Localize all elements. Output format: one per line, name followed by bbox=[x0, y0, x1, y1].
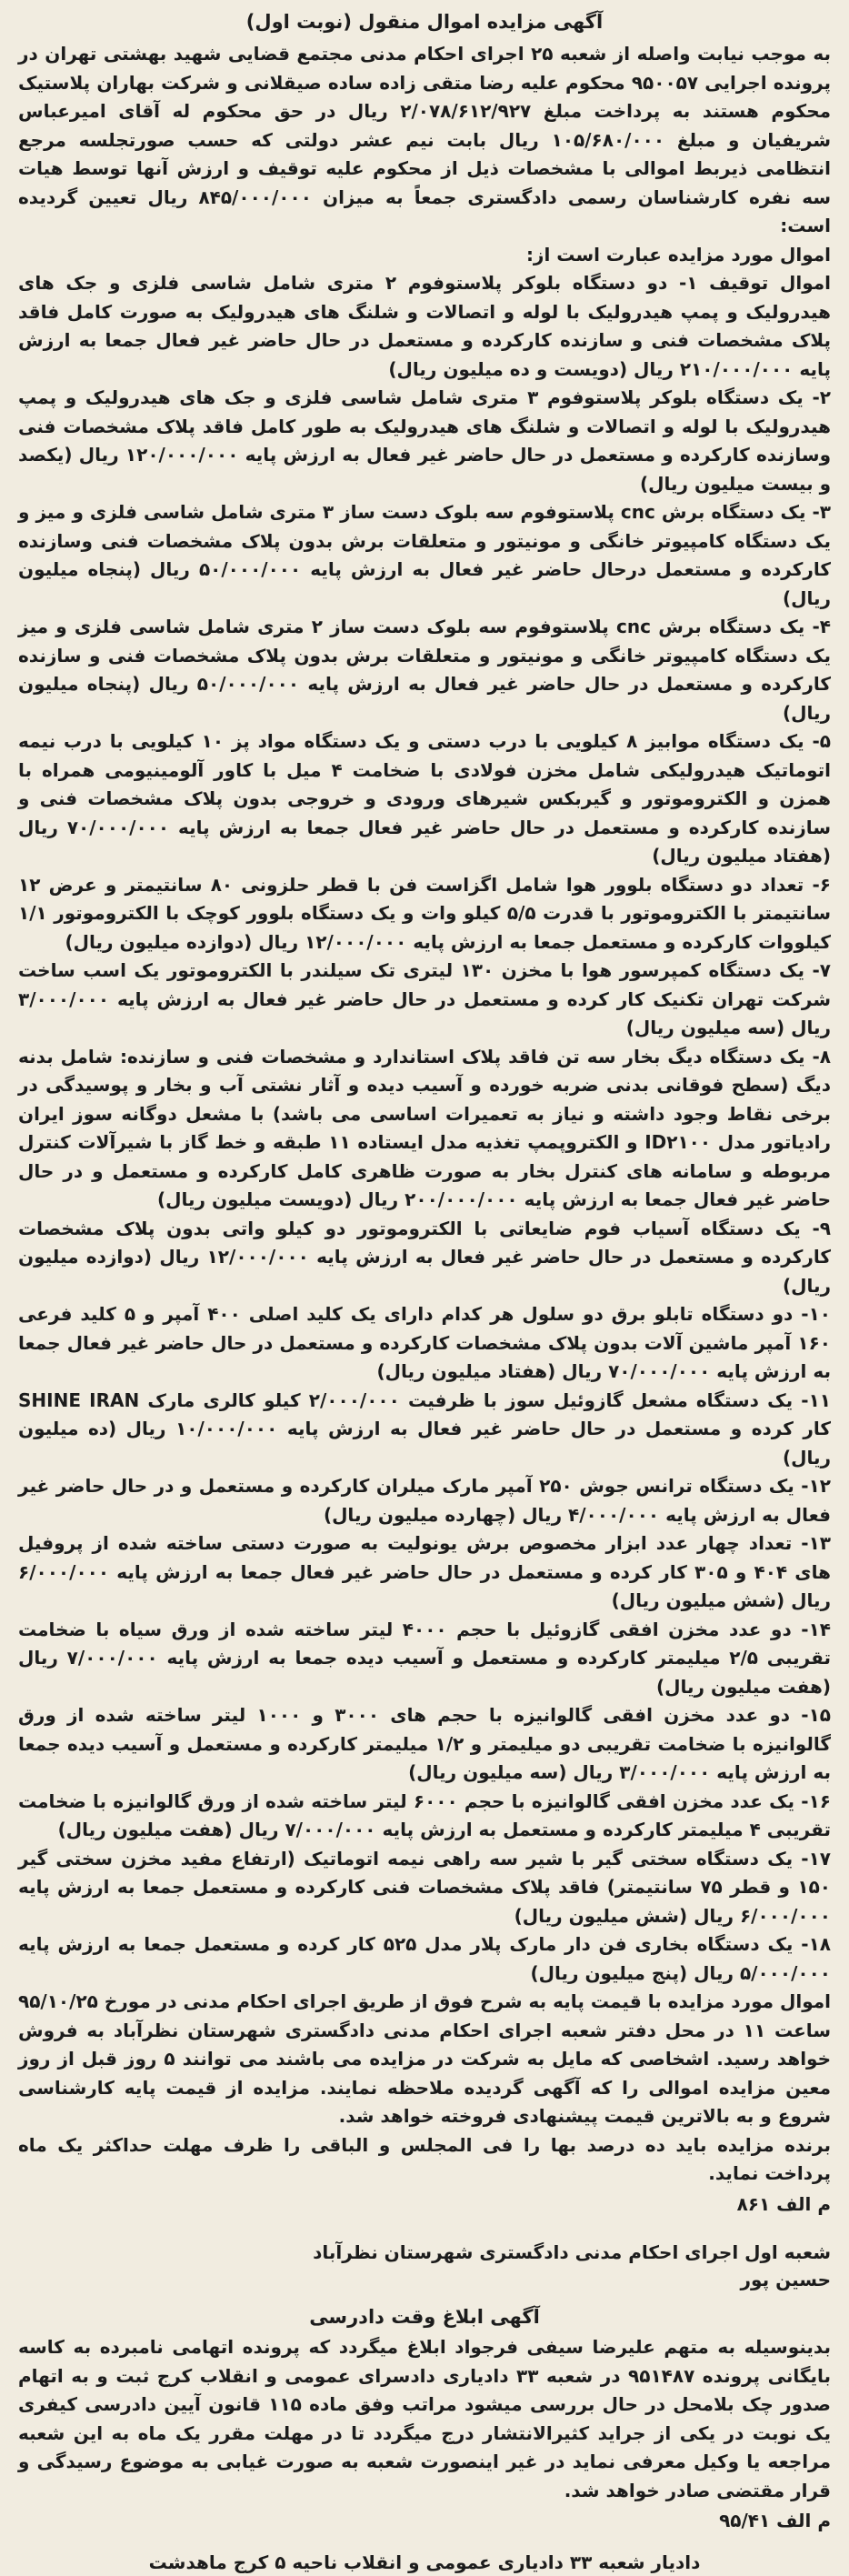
auction-item: ۱۴- دو عدد مخزن افقی گازوئیل با حجم ۴۰۰۰ لیتر ساخته شده از ورق سیاه با ضخامت تقریبی ۲/۵ میلیمتر کارکرده و مستعمل و آسیب دیده جمعا به ارزش پایه ۷/۰۰۰/۰۰۰ ریال (هفت میلیون ریال) bbox=[18, 1618, 831, 1698]
auction-items-heading: اموال مورد مزایده عبارت است از: bbox=[525, 243, 831, 266]
auction-item: ۱۳- تعداد چهار عدد ابزار مخصوص برش یونولیت به صورت دستی ساخته شده از پروفیل های ۴۰۴ و ۳۰۵ کار کرده و مستعمل در حال حاضر غیر فعال جمعا به ارزش پایه ۶/۰۰۰/۰۰۰ ریال (شش میلیون ریال) bbox=[18, 1532, 832, 1611]
auction-item: ۱۲- یک دستگاه ترانس جوش ۲۵۰ آمپر مارک میلران کارکرده و مستعمل و در حال حاضر غیر فعال به ارزش پایه ۴/۰۰۰/۰۰۰ ریال (چهارده میلیون ریال) bbox=[18, 1475, 831, 1526]
auction-item: ۱۱- یک دستگاه مشعل گازوئیل سوز با ظرفیت ۲/۰۰۰/۰۰۰ کیلو کالری مارک SHINE IRAN کار کرده و مستعمل در حال حاضر غیر فعال به ارزش پایه ۱۰/۰۰۰/۰۰۰ ریال (ده میلیون ریال) bbox=[18, 1388, 831, 1468]
auction-item: ۵- یک دستگاه موابیز ۸ کیلویی با درب دستی و یک دستگاه مواد پز ۱۰ کیلویی با درب نیمه اتوماتیک هیدرولیکی شامل مخزن فولادی با ضخامت ۴ میل با کاور آلومینیومی همراه با همزن و الکتروموتور و گیربکس شیرهای ورودی و خروجی بدون پلاک مشخصات فنی و سازنده کارکرده و مستعمل در حال حاضر غیر فعال جمعا به ارزش پایه ۷۰/۰۰۰/۰۰۰ ریال (هفتاد میلیون ریال) bbox=[18, 730, 832, 867]
auction-item: اموال توقیف ۱- دو دستگاه بلوکر پلاستوفوم ۲ متری شامل شاسی فلزی و جک های هیدرولیک و پمپ هیدرولیک با لوله و اتصالات و شلنگ های هیدرولیک به صورت کامل فاقد پلاک مشخصات فنی و سازنده کارکرده و مستعمل در حال حاضر غیر فعال جمعا به ارزش پایه ۲۱۰/۰۰۰/۰۰۰ ریال (دویست و ده میلیون ریال) bbox=[18, 272, 831, 380]
auction-reference: م الف ۸۶۱ bbox=[736, 2192, 831, 2215]
auction-items-list bbox=[18, 269, 831, 1988]
auction-item: ۱۷- یک دستگاه سختی گیر با شیر سه راهی نیمه اتوماتیک (ارتفاع مفید مخزن سختی گیر ۱۵۰ و قطر ۷۵ سانتیمتر) فاقد پلاک مشخصات فنی کارکرده و مستعمل جمعا به ارزش پایه ۶/۰۰۰/۰۰۰ ریال (شش میلیون ریال) bbox=[18, 1847, 831, 1927]
auction-item: ۳- یک دستگاه برش cnc پلاستوفوم سه بلوک دست ساز ۳ متری شامل شاسی فلزی و میز و یک دستگاه کامپیوتر خانگی و مونیتور و متعلقات برش بدون پلاک مشخصات فنی وسازنده کارکرده و مستعمل درحال حاضر غیر فعال به ارزش پایه ۵۰/۰۰۰/۰۰۰ ریال (پنجاه میلیون ریال) bbox=[18, 501, 832, 609]
auction-closing: اموال مورد مزایده با قیمت پایه به شرح فوق از طریق اجرای احکام مدنی در مورخ ۹۵/۱۰/۲۵ ساعت ۱۱ در محل دفتر شعبه اجرای احکام مدنی دادگستری شهرستان نظرآباد به فروش خواهد رسید. اشخاصی که مایل به شرکت در مزایده می باشند می توانند ۵ روز قبل از روز معین مزایده اموالی را که آگهی گردیده ملاحظه نمایند. مزایده از قیمت پایه کارشناسی شروع و به بالاترین قیمت پیشنهادی فروخته خواهد شد. bbox=[18, 1990, 832, 2127]
auction-signer-office: شعبه اول اجرای احکام مدنی دادگستری شهرستان نظرآباد bbox=[313, 2241, 831, 2263]
auction-item: ۲- یک دستگاه بلوکر پلاستوفوم ۳ متری شامل شاسی فلزی و جک های هیدرولیک و پمپ هیدرولیک با لوله و اتصالات و شلنگ های هیدرولیک به طور کامل فاقد پلاک مشخصات فنی وسازنده کارکرده و مستعمل در حال حاضر غیر فعال به ارزش پایه ۱۲۰/۰۰۰/۰۰۰ ریال (یکصد و بیست میلیون ریال) bbox=[18, 386, 832, 495]
auction-payment-terms: برنده مزایده باید ده درصد بها را فی المجلس و الباقی را ظرف مهلت حداکثر یک ماه پرداخت نماید. bbox=[18, 2133, 831, 2184]
notice-title: آگهی ابلاغ وقت دادرسی bbox=[309, 2306, 540, 2328]
auction-item: ۱۶- یک عدد مخزن افقی گالوانیزه با حجم ۶۰۰۰ لیتر ساخته شده از ورق گالوانیزه با ضخامت تقریبی ۴ میلیمتر کارکرده و مستعمل به ارزش پایه ۷/۰۰۰/۰۰۰ ریال (هفت میلیون ریال) bbox=[18, 1789, 831, 1840]
auction-item: ۴- یک دستگاه برش cnc پلاستوفوم سه بلوک دست ساز ۲ متری شامل شاسی فلزی و میز یک دستگاه کامپیوتر خانگی و مونیتور و متعلقات برش بدون پلاک مشخصات فنی و سازنده کارکرده و مستعمل در حال حاضر غیر فعال به ارزش پایه ۵۰/۰۰۰/۰۰۰ ریال (پنجاه میلیون ریال) bbox=[18, 616, 832, 724]
notice-signer: دادیار شعبه ۳۳ دادیاری عمومی و انقلاب ناحیه ۵ کرج ماهدشت bbox=[148, 2551, 701, 2573]
auction-item: ۷- یک دستگاه کمپرسور هوا با مخزن ۱۳۰ لیتری تک سیلندر با الکتروموتور یک اسب ساخت شرکت تهران تکنیک کار کرده و مستعمل در حال حاضر غیر فعال به ارزش پایه ۳/۰۰۰/۰۰۰ ریال (سه میلیون ریال) bbox=[18, 959, 832, 1038]
auction-item: ۹- یک دستگاه آسیاب فوم ضایعاتی با الکتروموتور دو کیلو واتی بدون پلاک مشخصات کارکرده و مستعمل در حال حاضر غیر فعال به ارزش پایه ۱۲/۰۰۰/۰۰۰ ریال (دوازده میلیون ریال) bbox=[18, 1217, 831, 1297]
auction-item: ۱۵- دو عدد مخزن افقی گالوانیزه با حجم های ۳۰۰۰ و ۱۰۰۰ لیتر ساخته شده از ورق گالوانیزه با ضخامت تقریبی دو میلیمتر و ۱/۲ میلیمتر کارکرده و مستعمل و آسیب دیده جمعا به ارزش پایه ۳/۰۰۰/۰۰۰ ریال (سه میلیون ریال) bbox=[18, 1704, 832, 1783]
auction-intro: به موجب نیابت واصله از شعبه ۲۵ اجرای احکام مدنی مجتمع قضایی شهید بهشتی تهران در پرونده اجرایی ۹۵۰۰۵۷ محکوم علیه رضا متقی زاده ساده صیقلانی و شرکت بهاران پلاستیک محکوم هستند به پرداخت مبلغ ۲/۰۷۸/۶۱۲/۹۲۷ ریال در حق محکوم له آقای امیرعباس شریفیان و مبلغ ۱۰۵/۶۸۰/۰۰۰ ریال بابت نیم عشر دولتی که حسب صورتجلسه مرجع انتظامی ذیربط اموالی با مشخصات ذیل از محکوم علیه توقیف و ارزش آنها توسط هیات سه نفره کارشناسان رسمی دادگستری جمعاً به میزان ۸۴۵/۰۰۰/۰۰۰ ریال تعیین گردیده است: bbox=[18, 43, 832, 236]
auction-item: ۸- یک دستگاه دیگ بخار سه تن فاقد پلاک استاندارد و مشخصات فنی و سازنده: شامل بدنه دیگ (سطح فوقانی بدنی ضربه خورده و آسیب دیده و آثار نشتی آب و بخار و پوسیدگی در برخی نقاط وجود داشته و نیاز به تعمیرات اساسی می باشد) با مشعل دوگانه سوز ایران رادیاتور مدل ID۲۱۰۰ و الکتروپمپ تغذیه مدل ایستاده ۱۱ طبقه و خط گاز با شیرآلات کنترل مربوطه و سامانه های کنترل بخار به صورت ظاهری کامل کارکرده و مستعمل و در حال حاضر غیر فعال جمعا به ارزش پایه ۲۰۰/۰۰۰/۰۰۰ ریال (دویست میلیون ریال) bbox=[18, 1045, 832, 1210]
notice-body: بدینوسیله به متهم علیرضا سیفی فرجواد ابلاغ میگردد که پرونده اتهامی نامبرده به کاسه بایگانی پرونده ۹۵۱۴۸۷ در شعبه ۳۳ دادیاری دادسرای عمومی و انقلاب کرج ثبت و به اتهام صدور چک بلامحل در حال بررسی میشود مراتب وفق ماده ۱۱۵ قانون آیین دادرسی کیفری یک نوبت در یکی از جراید کثیرالانتشار درج میگردد تا در مهلت مقرر یک ماه به این شعبه مراجعه یا وکیل معرفی نماید در غیر اینصورت شعبه به صورت غیابی به موضوع رسیدگی و قرار مقتضی صادر خواهد شد. bbox=[18, 2336, 831, 2501]
auction-item: ۶- تعداد دو دستگاه بلوور هوا شامل اگزاست فن با قطر حلزونی ۸۰ سانتیمتر و عرض ۱۲ سانتیمتر با الکتروموتور با قدرت ۵/۵ کیلو وات و یک دستگاه بلوور کوچک با الکتروموتور ۱/۱ کیلووات کارکرده و مستعمل جمعا به ارزش پایه ۱۲/۰۰۰/۰۰۰ ریال (دوازده میلیون ریال) bbox=[18, 873, 831, 953]
auction-item: ۱۸- یک دستگاه بخاری فن دار مارک پلار مدل ۵۲۵ کار کرده و مستعمل جمعا به ارزش پایه ۵/۰۰۰/۰۰۰ ریال (پنج میلیون ریال) bbox=[18, 1933, 831, 1984]
auction-signer-name: حسین پور bbox=[740, 2269, 831, 2290]
notice-reference: م الف ۹۵/۴۱ bbox=[719, 2510, 831, 2531]
auction-item: ۱۰- دو دستگاه تابلو برق دو سلول هر کدام دارای یک کلید اصلی ۴۰۰ آمپر و ۵ کلید فرعی ۱۶۰ آمپر ماشین آلات بدون پلاک مشخصات کارکرده و مستعمل در حال حاضر غیر فعال جمعا به ارزش پایه ۷۰/۰۰۰/۰۰۰ ریال (هفتاد میلیون ریال) bbox=[18, 1303, 831, 1382]
auction-title: آگهی مزایده اموال منقول (نوبت اول) bbox=[245, 11, 604, 33]
